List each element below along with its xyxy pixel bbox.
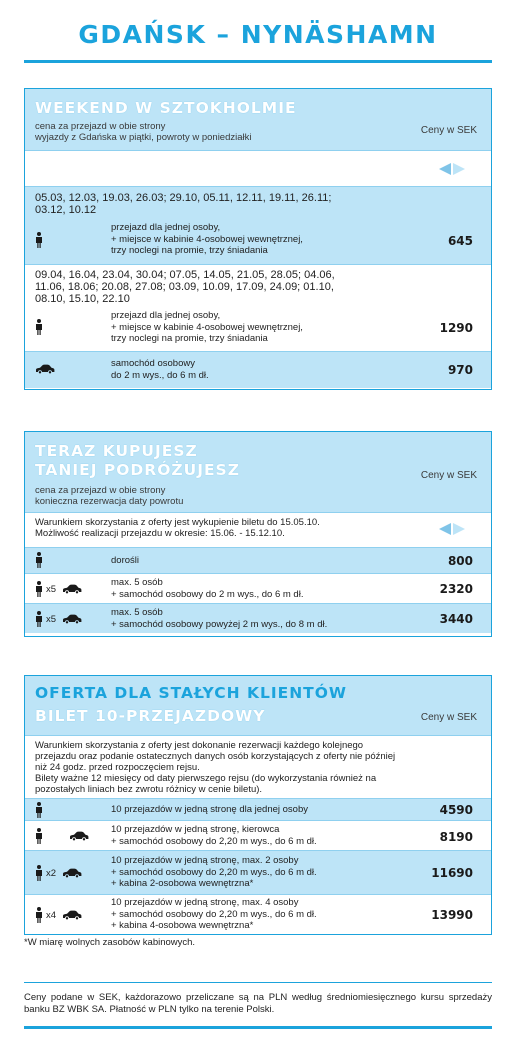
- weekend-dates-line: 09.04, 16.04, 23.04, 30.04; 07.05, 14.05, 21.05, 28.05; 04.06,: [35, 269, 335, 281]
- car-icon: [62, 614, 82, 624]
- loyal-note: przejazdu oraz podanie ostatecznych danych osób korzystających z oferty nie później: [35, 751, 396, 762]
- prices-label: Ceny w SEK: [420, 125, 477, 136]
- person-icon: [35, 907, 43, 923]
- direction-arrows-icon: [439, 523, 465, 535]
- loyal-note: Warunkiem skorzystania z oferty jest dokonanie rezerwacji każdego kolejnego: [35, 740, 364, 751]
- weekend-car-desc: samochód osobowy: [111, 358, 195, 369]
- loyal-customers-section: [24, 675, 492, 935]
- car-icon: [62, 910, 82, 920]
- weekend-dates-line: 05.03, 12.03, 19.03, 26.03; 29.10, 05.11, 12.11, 19.11, 26.11;: [35, 192, 332, 204]
- weekend-group-2: [25, 264, 491, 351]
- person-icon: [35, 611, 43, 627]
- person-multiplier: x4: [46, 909, 57, 921]
- buy-now-desc: dorośli: [111, 555, 139, 566]
- car-icon: [69, 831, 89, 841]
- price-value: 8190: [439, 830, 473, 844]
- weekend-desc-line: trzy noclegi na promie, trzy śniadania: [111, 245, 268, 256]
- loyal-desc: + samochód osobowy do 2,20 m wys., do 6 m dł.: [111, 835, 317, 847]
- loyal-note: niż 24 godz. przed rozpoczęciem rejsu.: [35, 762, 200, 773]
- person-icon: [35, 552, 43, 568]
- loyal-row: [25, 820, 491, 850]
- price-value: 645: [447, 234, 473, 248]
- person-icon: [35, 802, 43, 818]
- price-value: 2320: [439, 582, 473, 596]
- loyal-note: Bilety ważne 12 miesięcy od daty pierwszego rejsu (do wykorzystania również na: [35, 773, 377, 784]
- person-icon: [35, 828, 43, 844]
- loyal-desc: 10 przejazdów w jedną stronę dla jednej osoby: [111, 804, 308, 815]
- loyal-header: [25, 676, 491, 735]
- loyal-conditions: [25, 735, 491, 798]
- buy-now-subtitle-1: cena za przejazd w obie strony: [35, 485, 166, 496]
- person-icon: [35, 581, 43, 597]
- weekend-subtitle-2: wyjazdy z Gdańska w piątki, powroty w poniedziałki: [35, 132, 252, 143]
- weekend-desc-line: + miejsce w kabinie 4-osobowej wewnętrznej,: [111, 321, 303, 333]
- buy-now-row: [25, 547, 491, 573]
- loyal-row: [25, 850, 491, 894]
- buy-now-section: [24, 431, 492, 637]
- person-multiplier: x5: [46, 583, 57, 595]
- buy-now-title-2: TANIEJ PODRÓŻUJESZ: [35, 461, 240, 479]
- person-icon: [35, 865, 43, 881]
- weekend-group-1: [25, 186, 491, 264]
- weekend-car-desc: do 2 m wys., do 6 m dł.: [111, 369, 209, 381]
- weekend-arrows-row: [25, 150, 491, 186]
- bottom-rule: [24, 1026, 492, 1029]
- currency-note: Ceny podane w SEK, każdorazowo przeliczane są na PLN według średniomiesięcznego kursu sprzedaży banku BZ WBK SA. Płatność w PLN tylko na terenie Polski.: [24, 992, 492, 1015]
- car-icon: [35, 364, 55, 374]
- weekend-header: [25, 89, 491, 150]
- buy-now-note: Możliwość realizacji przejazdu w okresie: 15.06. - 15.12.10.: [35, 528, 285, 539]
- prices-label: Ceny w SEK: [420, 712, 477, 723]
- price-value: 970: [447, 363, 473, 377]
- loyal-desc: + kabina 2-osobowa wewnętrzna*: [111, 878, 254, 889]
- loyal-row: [25, 798, 491, 820]
- loyal-desc: + samochód osobowy do 2,20 m wys., do 6 m dł.: [111, 866, 317, 878]
- car-icon: [62, 868, 82, 878]
- car-icon: [62, 584, 82, 594]
- weekend-dates-line: 08.10, 15.10, 22.10: [35, 293, 130, 305]
- loyal-desc: 10 przejazdów w jedną stronę, max. 2 osoby: [111, 855, 299, 866]
- price-value: 1290: [439, 321, 473, 335]
- person-icon: [35, 232, 43, 248]
- buy-now-desc: + samochód osobowy do 2 m wys., do 6 m dł.: [111, 588, 304, 600]
- buy-now-note: Warunkiem skorzystania z oferty jest wykupienie biletu do 15.05.10.: [35, 517, 320, 528]
- loyal-desc: 10 przejazdów w jedną stronę, max. 4 osoby: [111, 897, 299, 908]
- buy-now-subtitle-2: konieczna rezerwacja daty powrotu: [35, 496, 184, 507]
- buy-now-desc: + samochód osobowy powyżej 2 m wys., do 8 m dł.: [111, 618, 328, 630]
- weekend-dates-line: 03.12, 10.12: [35, 204, 97, 216]
- price-value: 4590: [439, 803, 473, 817]
- prices-label: Ceny w SEK: [420, 470, 477, 481]
- price-value: 3440: [439, 612, 473, 626]
- buy-now-desc: max. 5 osób: [111, 607, 163, 618]
- buy-now-row: [25, 603, 491, 633]
- footer-rule: [24, 982, 492, 983]
- loyal-title-2: BILET 10-PRZEJAZDOWY: [35, 707, 266, 725]
- buy-now-header: [25, 432, 491, 512]
- weekend-desc-line: trzy noclegi na promie, trzy śniadania: [111, 333, 268, 344]
- weekend-dates-line: 11.06, 18.06; 20.08, 27.08; 03.09, 10.09, 17.09, 24.09; 01.10,: [35, 281, 334, 293]
- price-value: 13990: [431, 908, 473, 922]
- loyal-title-1: OFERTA DLA STAŁYCH KLIENTÓW: [35, 684, 348, 702]
- route-title: GDAŃSK – NYNÄSHAMN: [78, 20, 438, 49]
- buy-now-row: [25, 573, 491, 603]
- price-value: 800: [447, 554, 473, 568]
- weekend-subtitle-1: cena za przejazd w obie strony: [35, 121, 166, 132]
- weekend-desc-line: przejazd dla jednej osoby,: [111, 310, 221, 321]
- weekend-title: WEEKEND W SZTOKHOLMIE: [35, 99, 297, 117]
- loyal-desc: + samochód osobowy do 2,20 m wys., do 6 m dł.: [111, 908, 317, 920]
- loyal-desc: + kabina 4-osobowa wewnętrzna*: [111, 920, 254, 931]
- buy-now-title-1: TERAZ KUPUJESZ: [35, 442, 198, 460]
- cabin-footnote: *W miarę wolnych zasobów kabinowych.: [24, 937, 196, 948]
- weekend-car-row: [25, 351, 491, 388]
- weekend-offer-section: [24, 88, 492, 390]
- person-multiplier: x5: [46, 613, 57, 625]
- price-value: 11690: [431, 866, 473, 880]
- person-icon: [35, 319, 43, 335]
- weekend-desc-line: + miejsce w kabinie 4-osobowej wewnętrznej,: [111, 233, 303, 245]
- weekend-desc-line: przejazd dla jednej osoby,: [111, 222, 221, 233]
- top-rule: [24, 60, 492, 63]
- buy-now-desc: max. 5 osób: [111, 577, 163, 588]
- loyal-row: [25, 894, 491, 934]
- loyal-note: pozostałych liniach bez zwrotu różnicy w cenie biletu).: [35, 784, 263, 795]
- buy-now-conditions: [25, 512, 491, 547]
- person-multiplier: x2: [46, 867, 57, 879]
- direction-arrows-icon: [439, 163, 465, 175]
- loyal-desc: 10 przejazdów w jedną stronę, kierowca: [111, 824, 280, 835]
